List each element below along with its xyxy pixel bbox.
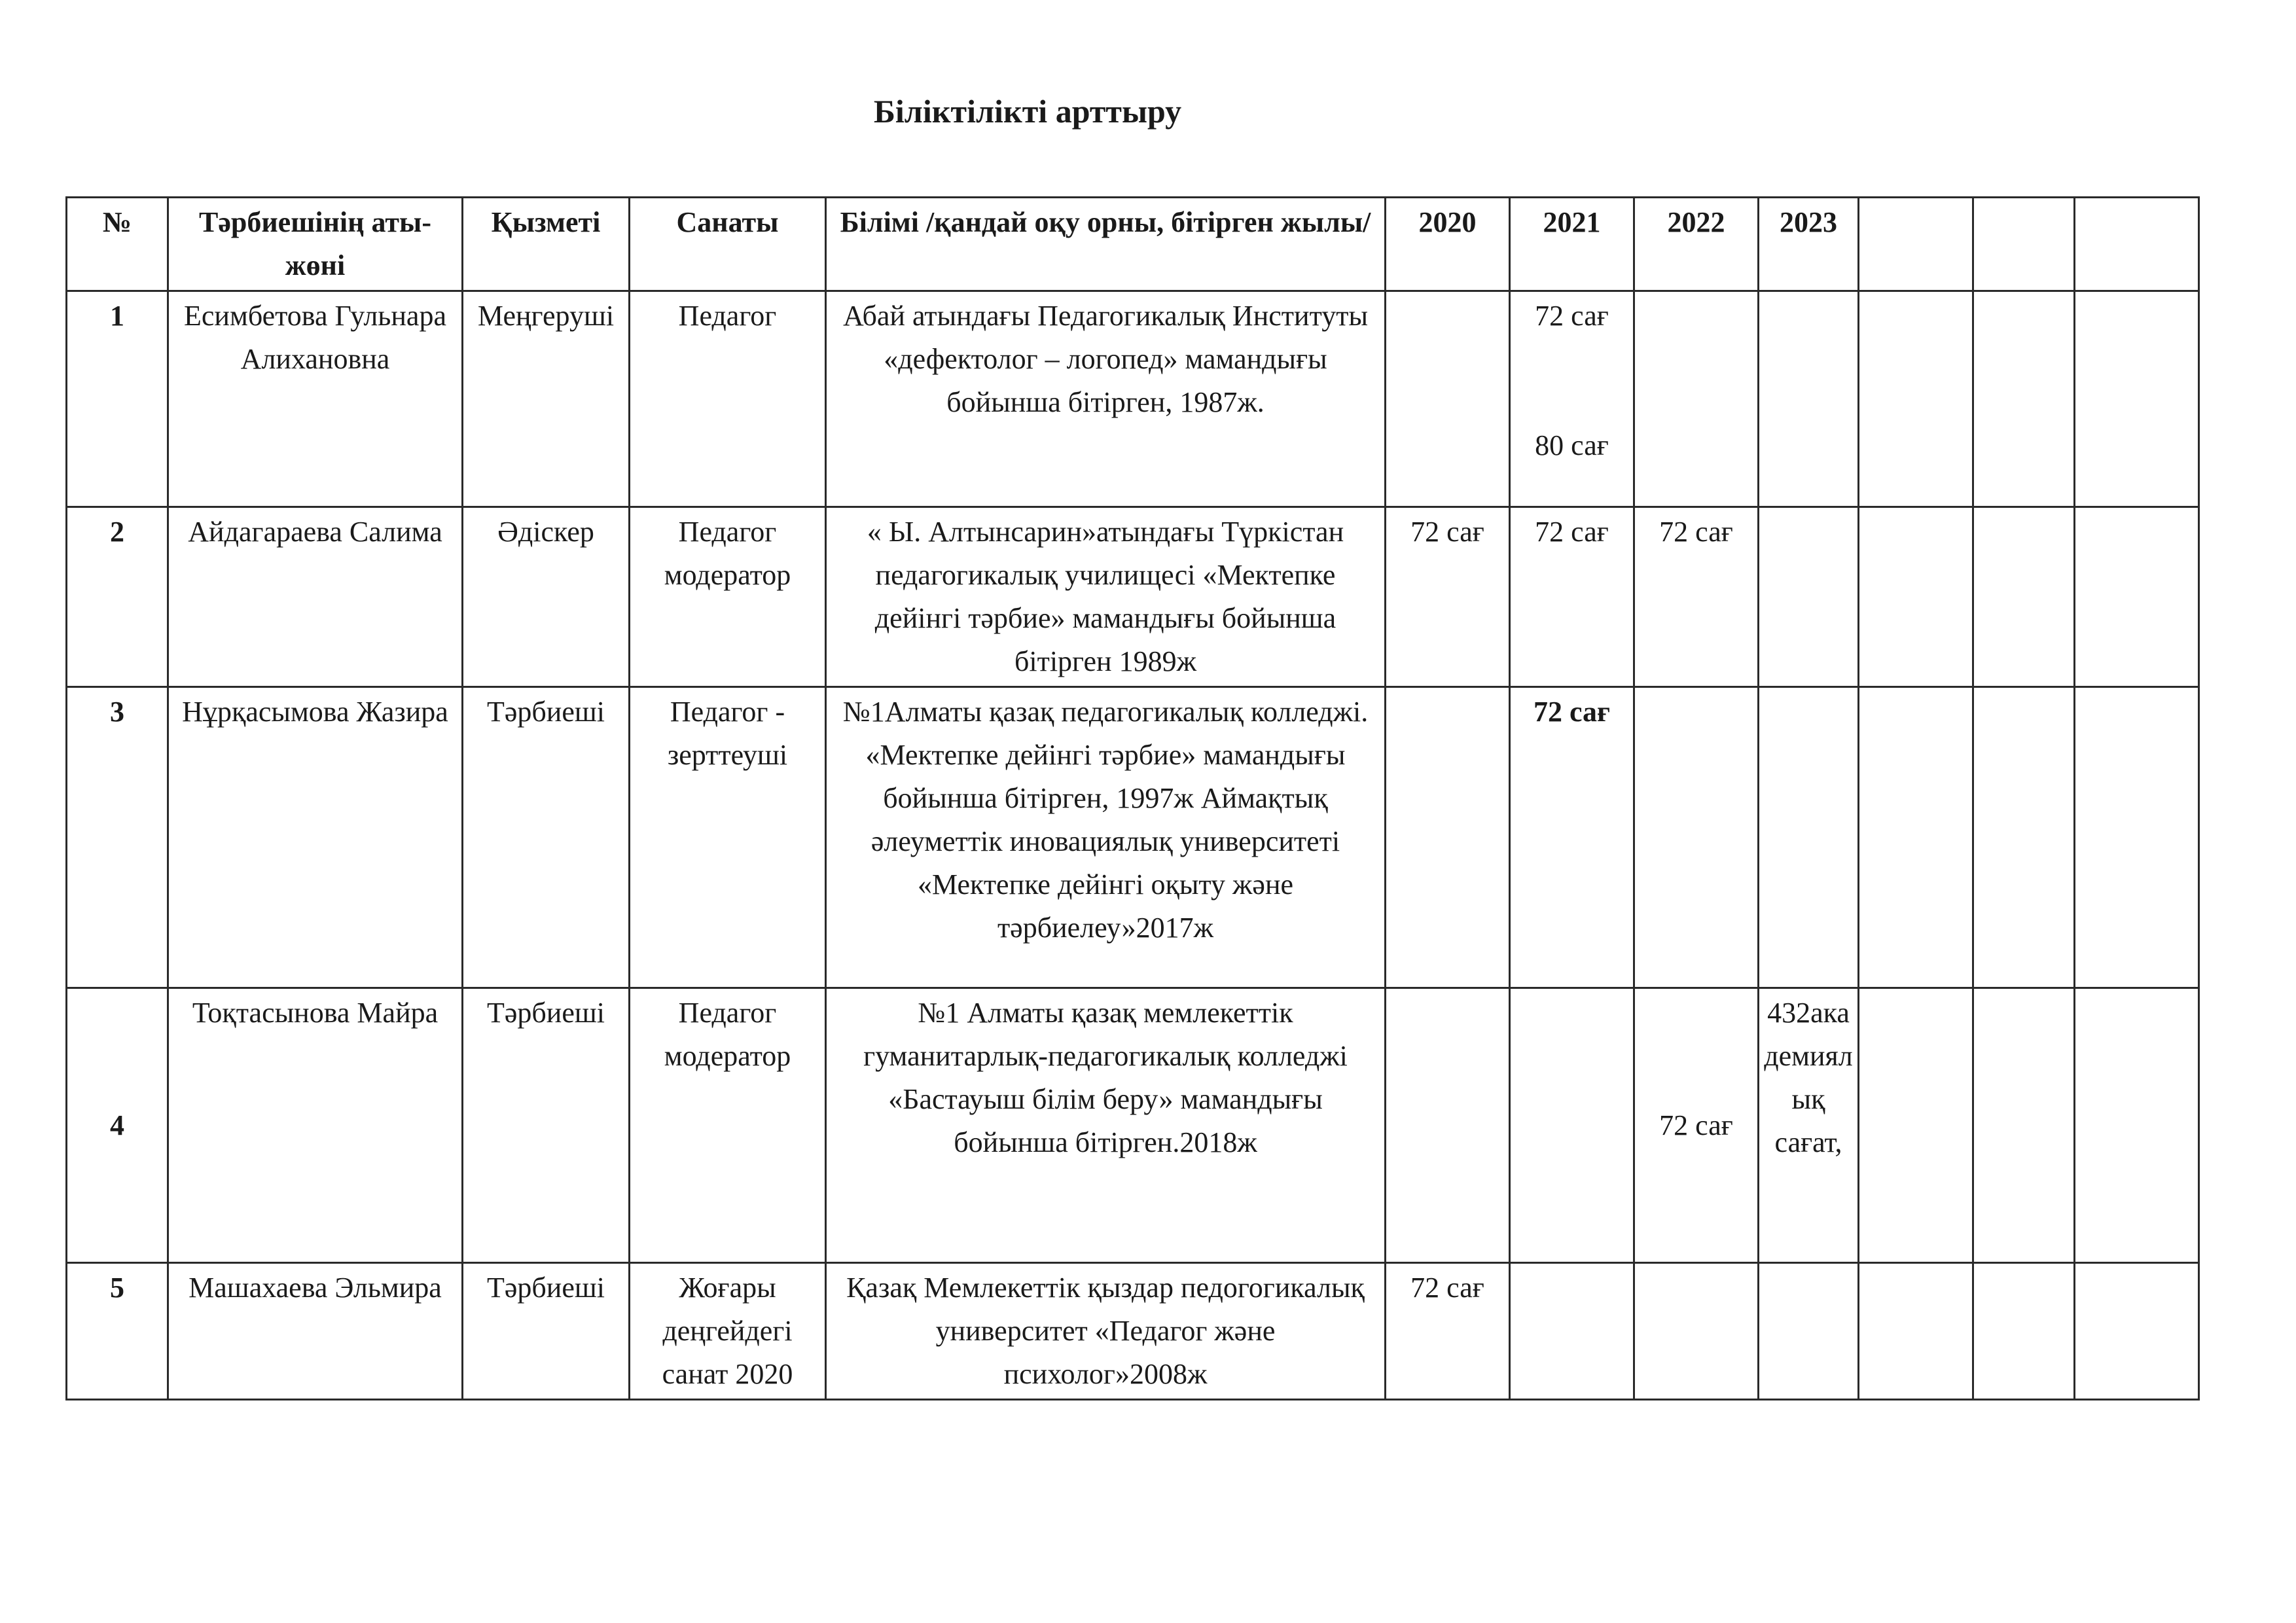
header-2020: 2020 <box>1386 198 1510 291</box>
cell-2022: 72 сағ <box>1634 507 1759 687</box>
teacher-name: Есимбетова Гульнара Алихановна <box>168 291 463 507</box>
empty-cell <box>1859 507 1973 687</box>
table-row <box>67 988 2199 1263</box>
teacher-position: Тәрбиеші <box>463 988 630 1263</box>
header-row <box>67 198 2199 291</box>
empty-cell <box>1973 988 2075 1263</box>
cell-2022 <box>1634 687 1759 988</box>
header-empty-1 <box>1859 198 1973 291</box>
teacher-category: Педагог модератор <box>630 988 826 1263</box>
header-empty-3 <box>2075 198 2199 291</box>
empty-cell <box>1859 291 1973 507</box>
header-2023: 2023 <box>1759 198 1859 291</box>
cell-2022 <box>1634 291 1759 507</box>
row-number: 1 <box>67 291 168 507</box>
empty-cell <box>2075 291 2199 507</box>
teacher-education: Абай атындағы Педагогикалық Институты «дефектолог – логопед» мамандығы бойынша бітірген, 1987ж. <box>826 291 1386 507</box>
teacher-category: Педагог <box>630 291 826 507</box>
empty-cell <box>1973 507 2075 687</box>
empty-cell <box>1973 687 2075 988</box>
header-2022: 2022 <box>1634 198 1759 291</box>
cell-2020 <box>1386 687 1510 988</box>
teacher-education: №1 Алматы қазақ мемлекеттік гуманитарлық-педагогикалық колледжі «Бастауыш білім беру» мамандығы бойынша бітірген.2018ж <box>826 988 1386 1263</box>
teacher-education: « Ы. Алтынсарин»атындағы Түркістан педагогикалық училищесі «Мектепке дейінгі тәрбие» мамандығы бойынша бітірген 1989ж <box>826 507 1386 687</box>
teacher-position: Меңгерушi <box>463 291 630 507</box>
cell-2020 <box>1386 988 1510 1263</box>
empty-cell <box>1859 687 1973 988</box>
table-row <box>67 291 2199 507</box>
empty-cell <box>1859 1263 1973 1400</box>
cell-2021 <box>1510 988 1634 1263</box>
cell-2023 <box>1759 507 1859 687</box>
empty-cell <box>2075 507 2199 687</box>
cell-2020: 72 сағ <box>1386 1263 1510 1400</box>
teacher-position: Әдіскер <box>463 507 630 687</box>
table-row <box>67 687 2199 988</box>
empty-cell <box>2075 988 2199 1263</box>
cell-2022: 72 сағ <box>1634 988 1759 1263</box>
row-number: 5 <box>67 1263 168 1400</box>
teacher-education: Қазақ Мемлекеттік қыздар педогогикалық университет «Педагог және психолог»2008ж <box>826 1263 1386 1400</box>
row-number: 3 <box>67 687 168 988</box>
qualification-table <box>65 196 2200 1400</box>
table-row <box>67 1263 2199 1400</box>
row-number: 2 <box>67 507 168 687</box>
cell-2023 <box>1759 291 1859 507</box>
header-num: № <box>67 198 168 291</box>
table-row <box>67 507 2199 687</box>
teacher-position: Тәрбиеші <box>463 1263 630 1400</box>
cell-2020 <box>1386 291 1510 507</box>
teacher-education: №1Алматы қазақ педагогикалық колледжі. «Мектепке дейінгі тәрбие» мамандығы бойынша бітірген, 1997ж Аймақтық әлеуметтік иновациялық университеті «Мектепке дейінгі оқыту және тәрбиелеу»2017ж <box>826 687 1386 988</box>
empty-cell <box>2075 687 2199 988</box>
page-title: Біліктілікті арттыру <box>873 93 1182 130</box>
header-name: Тәрбиешінің аты-жөні <box>168 198 463 291</box>
teacher-name: Тоқтасынова Майра <box>168 988 463 1263</box>
header-position: Қызметі <box>463 198 630 291</box>
header-2021: 2021 <box>1510 198 1634 291</box>
header-empty-2 <box>1973 198 2075 291</box>
cell-2023: 432академиялық сағат, <box>1759 988 1859 1263</box>
teacher-category: Педагог модератор <box>630 507 826 687</box>
empty-cell <box>1973 291 2075 507</box>
cell-2020: 72 сағ <box>1386 507 1510 687</box>
cell-2023 <box>1759 1263 1859 1400</box>
empty-cell <box>1973 1263 2075 1400</box>
cell-2021: 72 сағ <box>1510 687 1634 988</box>
header-education: Білімі /қандай оқу орны, бітірген жылы/ <box>826 198 1386 291</box>
cell-2021: 72 сағ <box>1510 507 1634 687</box>
cell-2022 <box>1634 1263 1759 1400</box>
row-number: 4 <box>67 988 168 1263</box>
cell-2021: 72 сағ 80 сағ <box>1510 291 1634 507</box>
teacher-category: Жоғары деңгейдегі санат 2020 <box>630 1263 826 1400</box>
teacher-position: Тәрбиеші <box>463 687 630 988</box>
cell-2021 <box>1510 1263 1634 1400</box>
teacher-category: Педагог - зерттеуші <box>630 687 826 988</box>
teacher-name: Нұрқасымова Жазира <box>168 687 463 988</box>
teacher-name: Машахаева Эльмира <box>168 1263 463 1400</box>
cell-2023 <box>1759 687 1859 988</box>
empty-cell <box>2075 1263 2199 1400</box>
empty-cell <box>1859 988 1973 1263</box>
header-category: Санаты <box>630 198 826 291</box>
teacher-name: Айдагараева Салима <box>168 507 463 687</box>
